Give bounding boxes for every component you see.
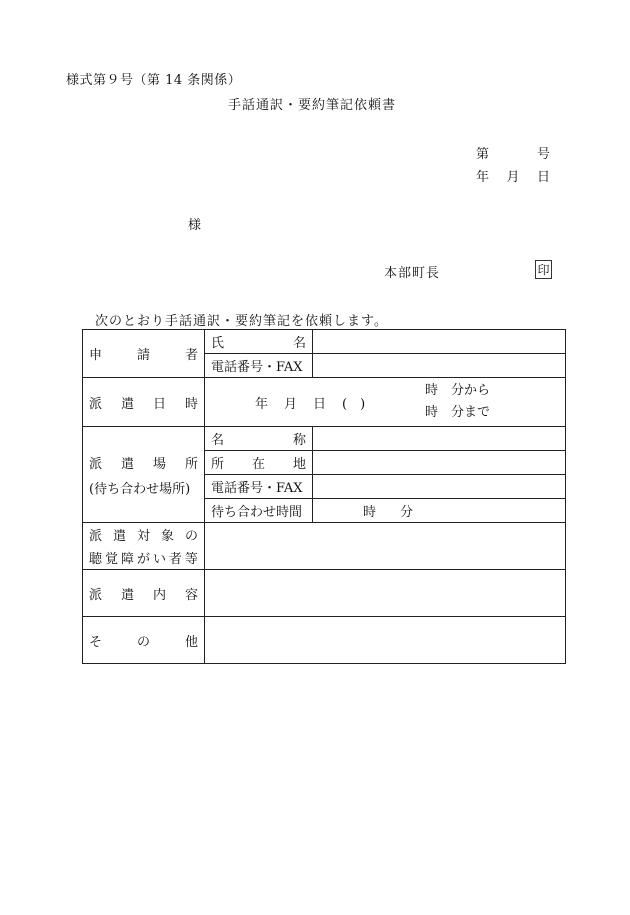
time-from: 時 分から xyxy=(425,383,491,398)
label-char: 等 xyxy=(184,552,198,567)
sender-name: 本部町長 xyxy=(384,266,441,281)
label-char: が xyxy=(136,552,150,567)
request-form-table xyxy=(82,329,566,664)
time-to: 時 分まで xyxy=(425,405,491,420)
label-char: 称 xyxy=(292,433,306,448)
intro-text: 次のとおり手話通訳・要約筆記を依頼します。 xyxy=(95,314,388,329)
applicant-label xyxy=(83,330,205,378)
label-char: 派 xyxy=(89,587,103,603)
label-char: 地 xyxy=(292,457,306,472)
label-char: 者 xyxy=(168,552,182,567)
label-char: の xyxy=(136,634,150,650)
label-char: 場 xyxy=(152,456,166,472)
label-char: 名 xyxy=(211,433,225,448)
applicant-name-field[interactable] xyxy=(313,330,566,354)
label-char: 障 xyxy=(120,552,134,567)
label-char: 覚 xyxy=(104,552,118,567)
date-year: 年 xyxy=(255,397,269,412)
label-char: 内 xyxy=(152,587,166,603)
place-phone-field[interactable] xyxy=(313,475,566,499)
meeting-time-field[interactable] xyxy=(313,499,566,523)
dispatch-content-field[interactable] xyxy=(205,570,566,617)
label-char: 請 xyxy=(136,348,150,363)
label-char: 容 xyxy=(184,587,198,603)
label-char: い xyxy=(152,552,166,567)
label-char: 遣 xyxy=(120,396,134,412)
date-month: 月 xyxy=(284,397,298,412)
label-char: 申 xyxy=(89,348,103,363)
date-year: 年 xyxy=(476,170,490,185)
label-char: 遣 xyxy=(112,529,126,544)
target-person-label xyxy=(83,523,205,570)
label-char: 派 xyxy=(89,456,103,472)
other-label xyxy=(83,617,205,664)
label-char: 氏 xyxy=(211,336,225,351)
ref-go: 号 xyxy=(536,147,550,162)
label-char: 派 xyxy=(89,396,103,412)
dispatch-date-parts xyxy=(255,393,365,412)
dispatch-place-label xyxy=(83,427,205,523)
other-field[interactable] xyxy=(205,617,566,664)
label-char: 派 xyxy=(89,529,103,544)
target-person-field[interactable] xyxy=(205,523,566,570)
reference-number xyxy=(476,143,550,162)
date-month: 月 xyxy=(506,170,520,185)
dispatch-time-range xyxy=(425,380,490,424)
label-char: の xyxy=(184,529,198,544)
issue-date xyxy=(476,166,550,185)
ref-dai: 第 xyxy=(476,147,490,162)
form-number: 様式第９号（第 14 条関係） xyxy=(66,73,242,88)
date-day: 日 xyxy=(313,397,327,412)
place-address-field[interactable] xyxy=(313,451,566,475)
meeting-time-label: 待ち合わせ時間 xyxy=(205,499,313,523)
addressee-honorific: 様 xyxy=(188,218,202,233)
place-address-label xyxy=(205,451,313,475)
place-name-label xyxy=(205,427,313,451)
date-day: 日 xyxy=(536,170,550,185)
dispatch-date-label xyxy=(83,378,205,427)
weekday-paren: ( ) xyxy=(342,397,366,412)
label-char: 遣 xyxy=(120,587,134,603)
hour-unit: 時 xyxy=(363,505,377,520)
applicant-phone-field[interactable] xyxy=(313,354,566,378)
label-char: 名 xyxy=(292,336,306,351)
label-char: 所 xyxy=(211,457,225,472)
label-char: 所 xyxy=(184,456,198,472)
label-char: そ xyxy=(89,634,103,650)
minute-unit: 分 xyxy=(400,505,414,520)
dispatch-date-field[interactable] xyxy=(205,378,566,427)
place-phone-label: 電話番号・FAX xyxy=(205,475,313,499)
place-name-field[interactable] xyxy=(313,427,566,451)
label-char: 者 xyxy=(184,348,198,363)
seal-mark: 印 xyxy=(535,260,552,279)
dispatch-content-label xyxy=(83,570,205,617)
label-char: 象 xyxy=(160,529,174,544)
label-char: 対 xyxy=(136,529,150,544)
label-char: 時 xyxy=(184,396,198,412)
applicant-phone-label: 電話番号・FAX xyxy=(205,354,313,378)
label-char: 遣 xyxy=(120,456,134,472)
meeting-place-sublabel: (待ち合わせ場所) xyxy=(89,481,191,497)
applicant-name-label xyxy=(205,330,313,354)
document-title: 手話通訳・要約筆記依頼書 xyxy=(228,98,397,113)
label-char: 在 xyxy=(251,457,265,472)
label-char: 他 xyxy=(184,634,198,650)
label-char: 聴 xyxy=(89,552,103,567)
label-char: 日 xyxy=(152,396,166,412)
